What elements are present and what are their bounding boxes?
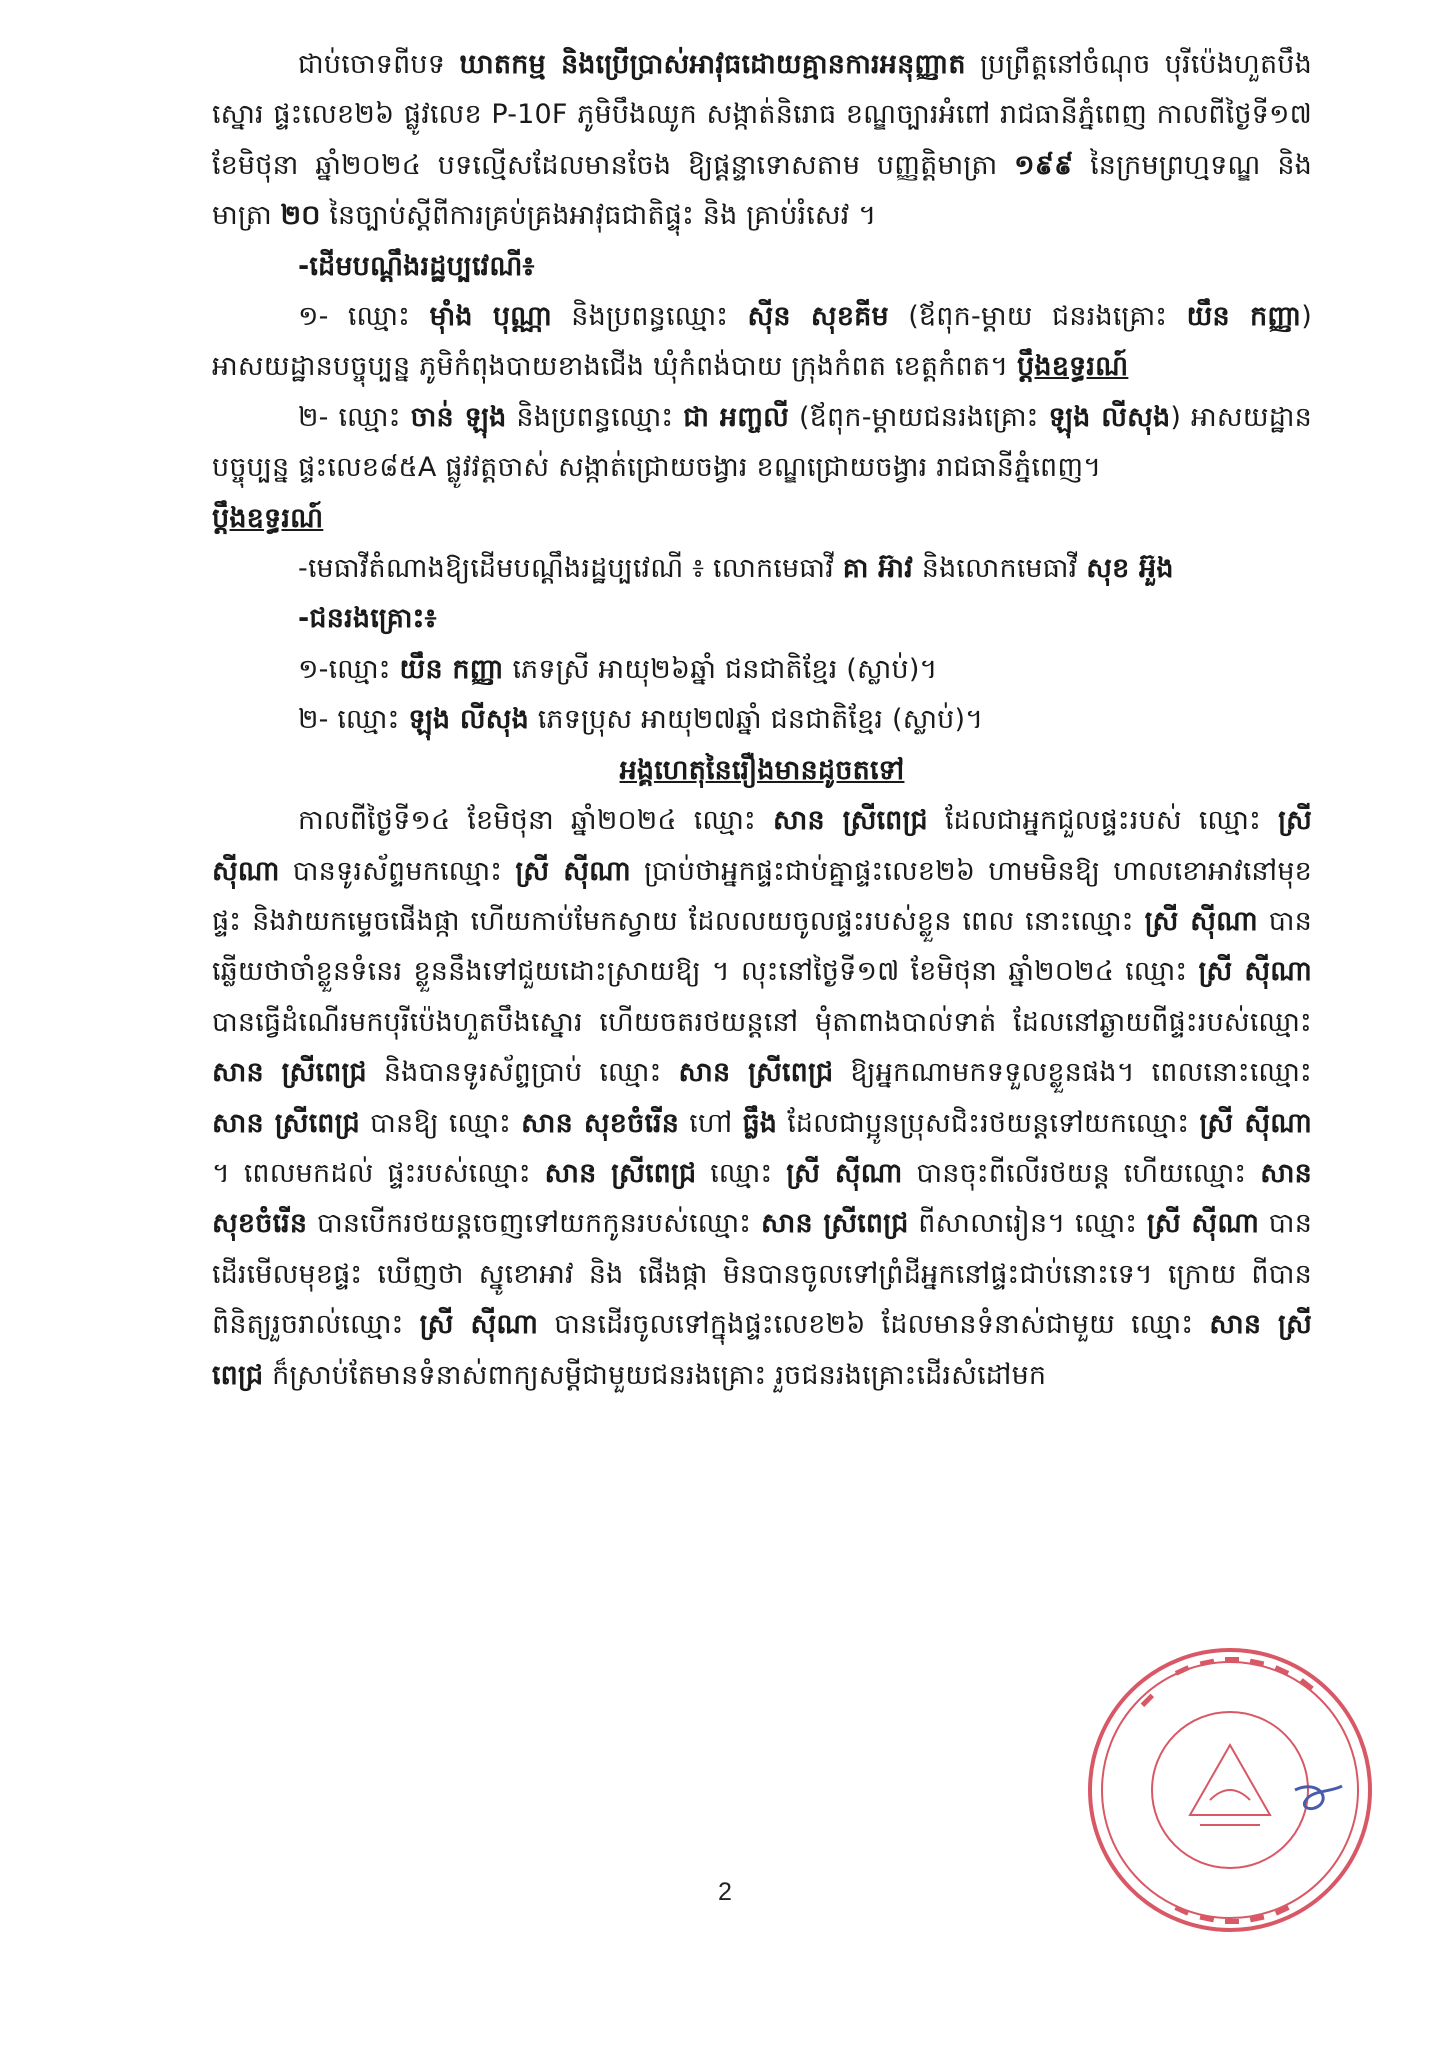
person-name: យឹន កញ្ញា bbox=[399, 653, 504, 685]
text-span: បានចុះពីលើរថយន្ត ហើយឈ្មោះ bbox=[902, 1157, 1261, 1189]
text-span: និងលោកមេធាវី bbox=[912, 553, 1087, 585]
seal-emblem bbox=[1190, 1745, 1270, 1825]
text-span: ដែលជាអ្នកជួលផ្ទះរបស់ ឈ្មោះ bbox=[927, 805, 1279, 837]
person-name: ស្រី ស៊ីណា bbox=[212, 805, 1313, 887]
lawyers-paragraph bbox=[212, 544, 1312, 594]
text-span: ភេទប្រុស អាយុ២៧ឆ្នាំ ជនជាតិខ្មែរ (ស្លាប់)។ bbox=[529, 704, 984, 736]
text-span: និងប្រពន្ធឈ្មោះ bbox=[506, 401, 684, 433]
person-name: សាន ស្រីពេជ្រ bbox=[678, 1057, 834, 1089]
signature-scribble bbox=[1295, 1786, 1342, 1809]
person-name: ម៉ាំង បុណ្ណា bbox=[429, 301, 552, 333]
person-name: សាន ស្រីពេជ្រ bbox=[212, 1057, 367, 1089]
seal-emblem-triangle bbox=[1190, 1745, 1270, 1815]
text-span: បានបើករថយន្តចេញទៅយកកូនរបស់ឈ្មោះ bbox=[307, 1208, 761, 1240]
section-title-text: អង្គហេតុនៃរឿងមានដូចតទៅ bbox=[619, 754, 905, 786]
person-name: យឹន កញ្ញា bbox=[1186, 301, 1302, 333]
text-span: ក៏ស្រាប់តែមានទំនាស់ពាក្យសម្តីជាមួយជនរងគ្រោះ រួចជនរងគ្រោះដើរសំដៅមក bbox=[263, 1359, 1047, 1391]
text-span: បាន ដើរមើលមុខផ្ទះ ឃើញថា ស្នូខោអាវ និង ផើងផ្កា មិនបានចូលទៅព្រំដីអ្នកនៅផ្ទះជាប់នោះទេ។ ក្រោយ ពីបានពិនិត្យរួចរាល់ឈ្មោះ bbox=[212, 1208, 1313, 1341]
person-name: ចាន់ ឡុង bbox=[410, 401, 507, 433]
charge-paragraph bbox=[212, 40, 1312, 242]
article-number: ២០ bbox=[280, 200, 321, 232]
facts-paragraph bbox=[212, 796, 1312, 1401]
text-span: កាលពីថ្ងៃទី១៤ ខែមិថុនា ឆ្នាំ២០២៤ ឈ្មោះ bbox=[298, 805, 773, 837]
text-span: បានទូរស័ព្ទមកឈ្មោះ bbox=[279, 855, 516, 887]
text-span: ភេទស្រី អាយុ២៦ឆ្នាំ ជនជាតិខ្មែរ (ស្លាប់)។ bbox=[503, 653, 938, 685]
civil-parties-heading bbox=[212, 242, 1312, 292]
heading-text: -ដើមបណ្តឹងរដ្ឋប្បវេណី៖ bbox=[298, 250, 535, 282]
text-span: ១- ឈ្មោះ bbox=[298, 301, 430, 333]
person-name: ជា អញ្ចលី bbox=[683, 401, 790, 433]
text-span: បានឆ្លើយថាចាំខ្លួនទំនេរ ខ្លួននឹងទៅជួយដោះស្រាយឱ្យ ។ លុះនៅថ្ងៃទី១៧ ខែមិថុនា ឆ្នាំ២០២៤ ឈ្មោះ bbox=[212, 905, 1312, 988]
text-span: (ឪពុក-ម្តាយជនរងគ្រោះ bbox=[789, 401, 1049, 433]
seal-emblem-arc bbox=[1210, 1790, 1250, 1800]
person-name: ស្រី ស៊ីណា bbox=[419, 1309, 539, 1341]
text-span: ឈ្មោះ bbox=[696, 1157, 787, 1189]
person-name: ស្រី ស៊ីណា bbox=[1146, 1208, 1260, 1240]
person-name: សាន ស្រីពេជ្រ bbox=[544, 1157, 697, 1189]
victim-1 bbox=[212, 645, 1312, 695]
person-name: ឡុង លីសុង bbox=[408, 704, 529, 736]
text-span: ១-ឈ្មោះ bbox=[298, 653, 400, 685]
charge-title: ឃាតកម្ម និងប្រើប្រាស់អាវុធដោយគ្មានការអនុញ្ញាត bbox=[459, 49, 966, 80]
person-name: សាន សុខចំរើន bbox=[521, 1107, 680, 1139]
person-name: សាន ស្រីពេជ្រ bbox=[212, 1107, 360, 1139]
text-span: (ឪពុក-ម្តាយ ជនរងគ្រោះ bbox=[888, 301, 1187, 333]
person-name: សាន ស្រីពេជ្រ bbox=[760, 1208, 909, 1240]
text-span: ប្រាប់ថាអ្នកផ្ទះជាប់គ្នាផ្ទះលេខ២៦ ហាមមិនឱ្យ ហាលខោអាវនៅមុខផ្ទះ និងវាយកម្ទេចផើងផ្កា ហើយកាប់មែកស្វាយ ដែលលយចូលផ្ទះរបស់ខ្លួន ពេល នោះឈ្មោះ bbox=[212, 855, 1312, 937]
person-name: សាន ស្រីពេជ្រ bbox=[212, 1309, 1313, 1391]
text-span: ) អាសយដ្ឋានបច្ចុប្បន្ន ភូមិកំពុងបាយខាងជើង ឃុំកំពង់បាយ ក្រុងកំពត ខេត្តកំពត។ bbox=[212, 301, 1313, 383]
text-span: និងប្រពន្ធឈ្មោះ bbox=[551, 301, 748, 333]
person-name: ស្រី ស៊ីណា bbox=[1199, 1107, 1313, 1139]
text-span: ប្រព្រឹត្តនៅចំណុច បុរីប៉េងហួតបឹងស្នោរ ផ្ទះលេខ២៦ ផ្លូវលេខ P-10F ភូមិបឹងឈូក សង្កាត់និរោធ ខណ្ឌច្បារអំពៅ រាជធានីភ្នំពេញ កាលពីថ្ងៃទី១៧ ខែមិថុនា ឆ្នាំ២០២៤ បទល្មើសដែលមានចែង ឱ្យផ្តន្ទាទោសតាម បញ្ញត្តិមាត្រា bbox=[212, 49, 1312, 181]
text-span: ឱ្យអ្នកណាមកទទួលខ្លួនផង។ ពេលនោះឈ្មោះ bbox=[833, 1057, 1312, 1089]
text-span: ដែលជាប្អូនប្រុសជិះរថយន្តទៅយកឈ្មោះ bbox=[777, 1107, 1200, 1139]
text-span: ២- ឈ្មោះ bbox=[298, 401, 411, 433]
text-span: បានឱ្យ ឈ្មោះ bbox=[360, 1107, 522, 1139]
text-span: ពីសាលារៀន។ ឈ្មោះ bbox=[908, 1208, 1147, 1240]
heading-text: -ជនរងគ្រោះ៖ bbox=[298, 603, 437, 635]
text-span: និងបានទូរស័ព្ទប្រាប់ ឈ្មោះ bbox=[366, 1057, 679, 1089]
civil-party-2 bbox=[212, 393, 1312, 544]
appeal-label: ប្តឹងឧទ្ធរណ៍ bbox=[212, 502, 324, 534]
lawyer-name: សុខ អ៊ួង bbox=[1086, 553, 1174, 585]
article-number: ១៩៩ bbox=[1014, 149, 1074, 181]
appeal-label: ប្តឹងឧទ្ធរណ៍ bbox=[1017, 351, 1129, 383]
seal-center-ring bbox=[1152, 1712, 1308, 1868]
text-span: នៃក្រមព្រហ្មទណ្ឌ និងមាត្រា bbox=[212, 149, 1312, 232]
person-name: ស្រី ស៊ីណា bbox=[515, 855, 631, 887]
text-span: បានដើរចូលទៅក្នុងផ្ទះលេខ២៦ ដែលមានទំនាស់ជាមួយ ឈ្មោះ bbox=[538, 1309, 1210, 1341]
victims-heading bbox=[212, 594, 1312, 644]
person-name: ស្រី ស៊ីណា bbox=[1144, 905, 1258, 937]
text-span: -មេធាវីតំណាងឱ្យដើមបណ្តឹងរដ្ឋប្បវេណី ៖ លោកមេធាវី bbox=[298, 553, 843, 585]
text-span: ហៅ bbox=[679, 1107, 743, 1139]
facts-section-title bbox=[212, 746, 1312, 796]
document-body bbox=[212, 40, 1312, 1401]
text-span: ។ ពេលមកដល់ ផ្ទះរបស់ឈ្មោះ bbox=[212, 1157, 545, 1189]
lawyer-name: គា អ៊ាវ bbox=[842, 553, 913, 585]
page-number: 2 bbox=[718, 1878, 732, 1906]
text-span: នៃច្បាប់ស្តីពីការគ្រប់គ្រងអាវុធជាតិផ្ទុះ និង គ្រាប់រំសេវ ។ bbox=[320, 200, 877, 232]
person-name: សាន សុខចំរើន bbox=[212, 1157, 1313, 1240]
person-nickname: ធ្លឹង bbox=[742, 1107, 778, 1139]
text-span: ជាប់ចោទពីបទ bbox=[298, 49, 460, 80]
civil-party-1 bbox=[212, 292, 1312, 393]
person-name: ស៊ីន សុខគីម bbox=[747, 301, 889, 333]
person-name: សាន ស្រីពេជ្រ bbox=[772, 805, 928, 837]
person-name: ឡុង លីសុង bbox=[1048, 401, 1171, 433]
text-span: បានធ្វើដំណើរមកបុរីប៉េងហួតបឹងស្នោរ ហើយចតរថយន្តនៅ មុំតាពាងបាល់ទាត់ ដែលនៅឆ្ងាយពីផ្ទះរបស់ឈ្មោះ bbox=[212, 1006, 1312, 1038]
text-span: ) អាសយដ្ឋានបច្ចុប្បន្ន ផ្ទះលេខ៨៥A ផ្លូវវត្តចាស់ សង្កាត់ជ្រោយចង្វារ ខណ្ឌជ្រោយចង្វារ រាជធានីភ្នំពេញ។ bbox=[212, 401, 1312, 484]
victim-2 bbox=[212, 695, 1312, 745]
person-name: ស្រី ស៊ីណា bbox=[786, 1157, 903, 1189]
text-span: ២- ឈ្មោះ bbox=[298, 704, 409, 736]
person-name: ស្រី ស៊ីណា bbox=[1198, 956, 1312, 988]
